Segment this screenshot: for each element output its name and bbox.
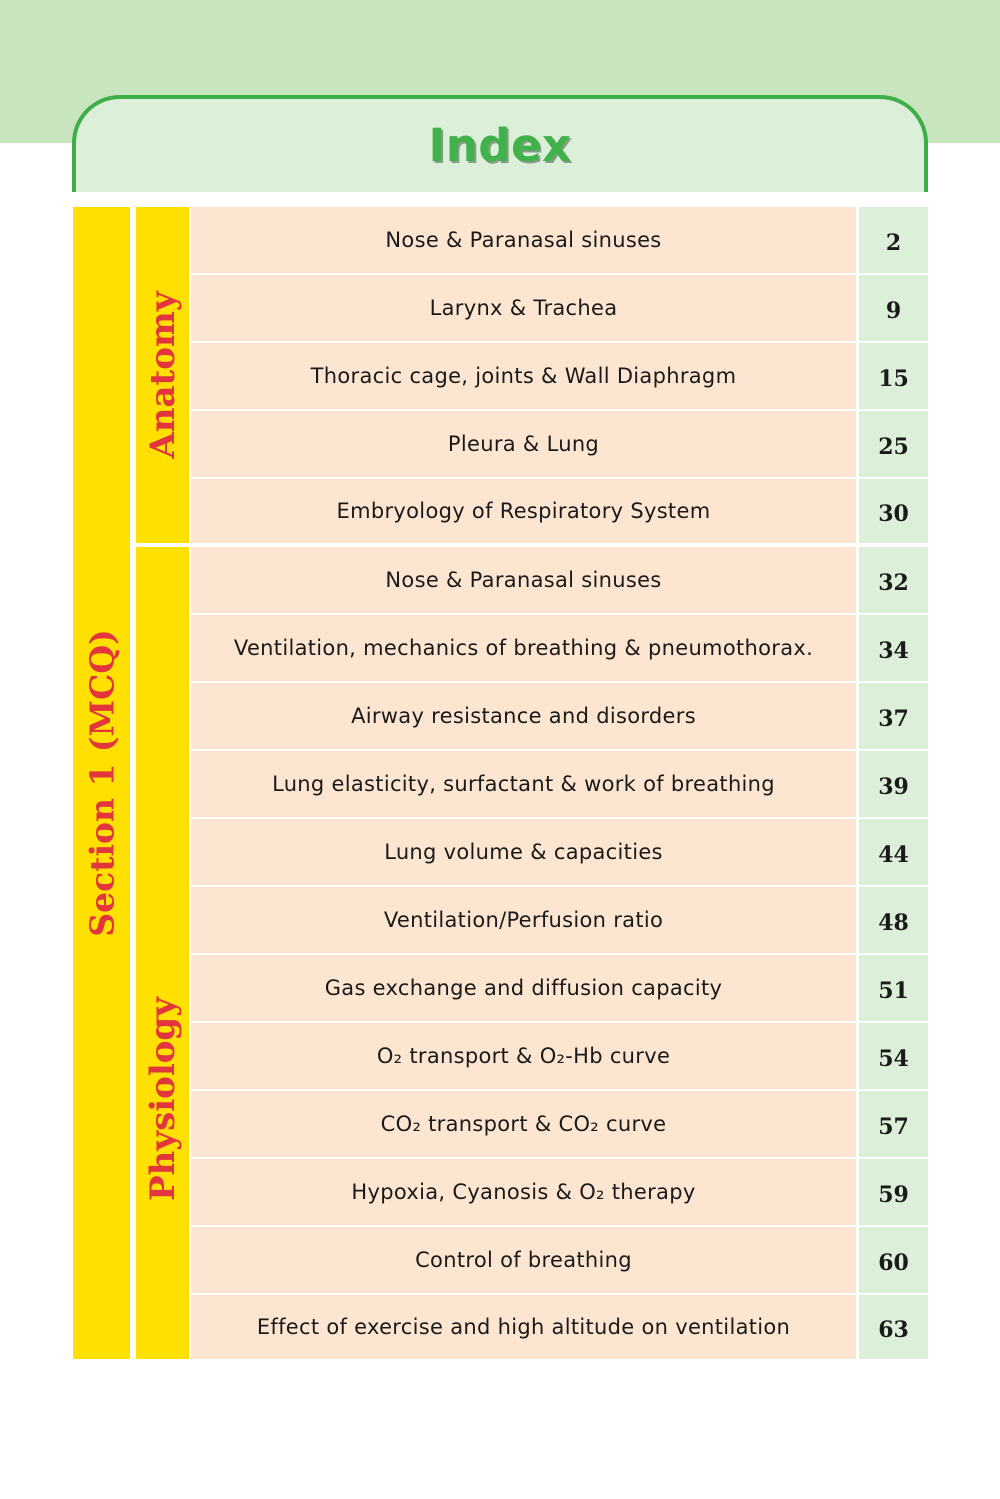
index-row[interactable] [191, 547, 928, 613]
topic-title: Nose & Paranasal sinuses [191, 547, 856, 613]
page-number: 34 [859, 615, 928, 681]
topic-title: Lung volume & capacities [191, 819, 856, 885]
index-row[interactable] [191, 1227, 928, 1293]
index-row[interactable] [191, 819, 928, 885]
page-number: 9 [859, 275, 928, 341]
index-row[interactable] [191, 887, 928, 953]
page-number: 60 [859, 1227, 928, 1293]
topic-title: Ventilation, mechanics of breathing & pneumothorax. [191, 615, 856, 681]
index-row[interactable] [191, 1295, 928, 1359]
page-number: 54 [859, 1023, 928, 1089]
topic-title: Airway resistance and disorders [191, 683, 856, 749]
index-row[interactable] [191, 411, 928, 477]
index-row[interactable] [191, 751, 928, 817]
page-number: 39 [859, 751, 928, 817]
page-number: 48 [859, 887, 928, 953]
group-label-anatomy: Anatomy [142, 291, 183, 459]
index-row[interactable] [191, 955, 928, 1021]
page-number: 2 [859, 207, 928, 273]
topic-title: Hypoxia, Cyanosis & O₂ therapy [191, 1159, 856, 1225]
title-tab [72, 95, 928, 192]
group-column-anatomy [136, 207, 189, 543]
section-label-column [73, 207, 130, 1359]
topic-title: Pleura & Lung [191, 411, 856, 477]
index-row[interactable] [191, 1091, 928, 1157]
index-row[interactable] [191, 207, 928, 273]
index-row[interactable] [191, 479, 928, 543]
group-label-physiology: Physiology [142, 997, 183, 1202]
topic-title: O₂ transport & O₂-Hb curve [191, 1023, 856, 1089]
page-number: 51 [859, 955, 928, 1021]
topic-title: Gas exchange and diffusion capacity [191, 955, 856, 1021]
page-number: 15 [859, 343, 928, 409]
topic-title: Thoracic cage, joints & Wall Diaphragm [191, 343, 856, 409]
topic-title: Embryology of Respiratory System [191, 479, 856, 543]
topic-title: CO₂ transport & CO₂ curve [191, 1091, 856, 1157]
index-row[interactable] [191, 683, 928, 749]
index-row[interactable] [191, 1023, 928, 1089]
topic-title: Larynx & Trachea [191, 275, 856, 341]
index-row[interactable] [191, 275, 928, 341]
page-number: 37 [859, 683, 928, 749]
group-column-physiology [136, 547, 189, 1359]
page-title: Index [428, 119, 572, 172]
page-number: 63 [859, 1295, 928, 1359]
page-number: 30 [859, 479, 928, 543]
index-row[interactable] [191, 615, 928, 681]
topic-title: Lung elasticity, surfactant & work of breathing [191, 751, 856, 817]
index-row[interactable] [191, 343, 928, 409]
index-row[interactable] [191, 1159, 928, 1225]
section-label: Section 1 (MCQ) [82, 629, 121, 937]
page-number: 44 [859, 819, 928, 885]
topic-title: Effect of exercise and high altitude on ventilation [191, 1295, 856, 1359]
topic-title: Control of breathing [191, 1227, 856, 1293]
page-number: 32 [859, 547, 928, 613]
page-number: 59 [859, 1159, 928, 1225]
topic-title: Nose & Paranasal sinuses [191, 207, 856, 273]
page-number: 25 [859, 411, 928, 477]
topic-title: Ventilation/Perfusion ratio [191, 887, 856, 953]
page-number: 57 [859, 1091, 928, 1157]
